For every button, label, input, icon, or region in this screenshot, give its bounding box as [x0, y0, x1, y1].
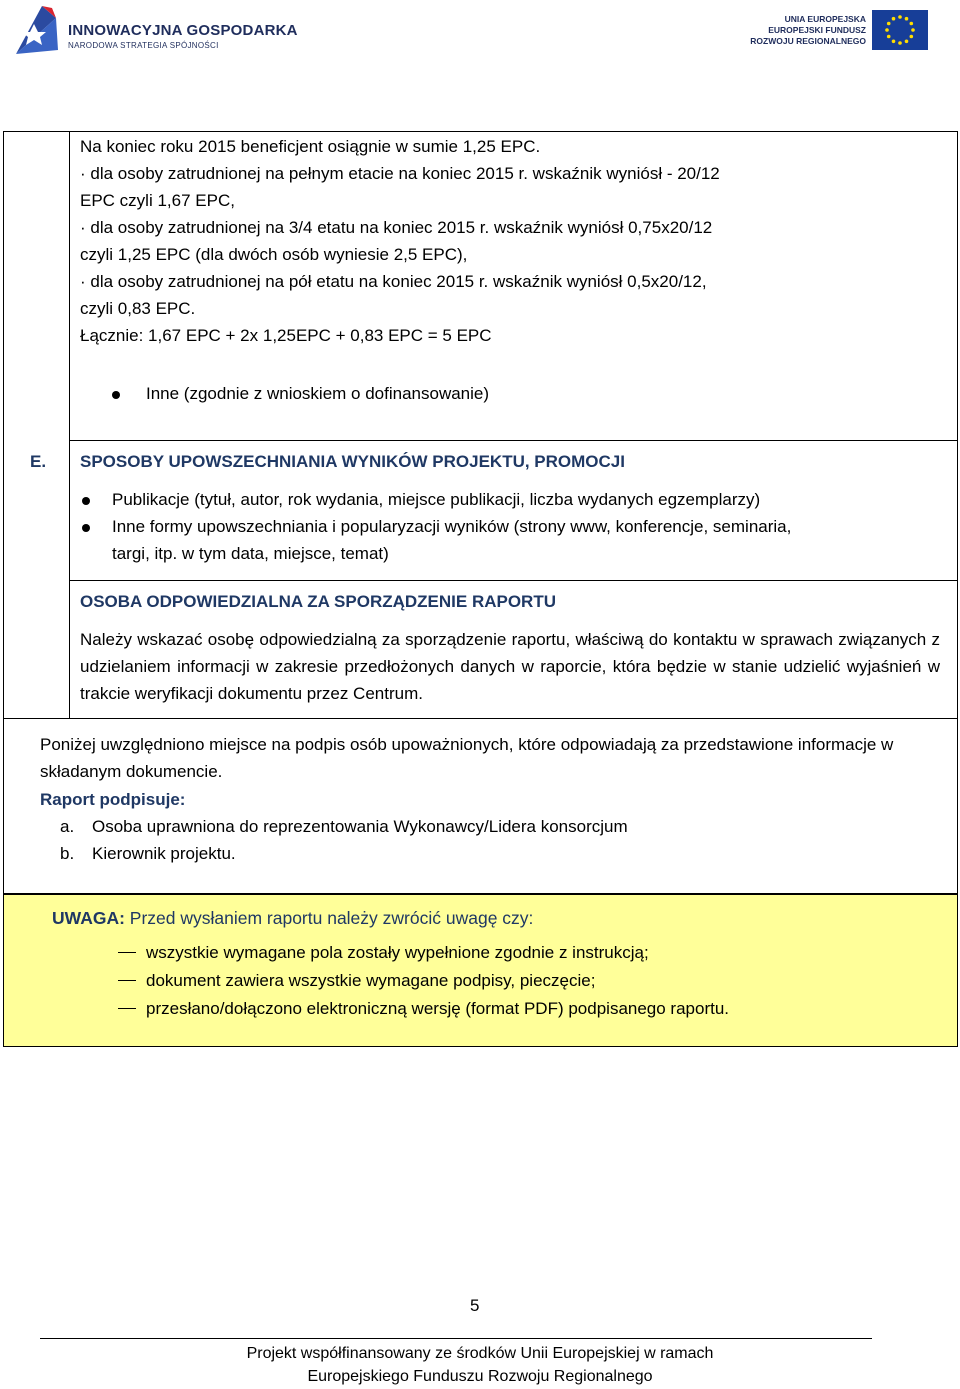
eu-flag-icon	[872, 10, 928, 50]
list-item: przesłano/dołączono elektroniczną wersję (format PDF) podpisanego raportu.	[118, 995, 729, 1023]
signature-intro: Poniżej uwzględniono miejsce na podpis osób upoważnionych, które odpowiadają za przedstawione informacje w składanym dokumencie.	[40, 735, 894, 781]
signature-heading: Raport podpisuje:	[40, 790, 186, 809]
responsible-person-body: Należy wskazać osobę odpowiedzialną za sporządzenie raportu, właściwą do kontaktu w sprawach związanych z udzielaniem informacji w zakresie przedłożonych danych w raporcie, która będzie w stanie udzielić wyjaśnień w trakcie weryfikacji dokumentu przez Centrum.	[80, 630, 940, 703]
responsible-person-title: OSOBA ODPOWIEDZIALNA ZA SPORZĄDZENIE RAPORTU	[80, 592, 556, 611]
list-item: wszystkie wymagane pola zostały wypełnione zgodnie z instrukcją;	[118, 939, 729, 967]
epc-total: Łącznie: 1,67 EPC + 2x 1,25EPC + 0,83 EPC = 5 EPC	[80, 326, 492, 345]
epc-line: · dla osoby zatrudnionej na 3/4 etatu na koniec 2015 r. wskaźnik wyniósł 0,75x20/12	[80, 218, 713, 237]
signatory-list	[60, 813, 628, 867]
warning-label: UWAGA:	[52, 908, 125, 928]
section-d-content	[80, 133, 720, 349]
dash-icon	[118, 952, 136, 953]
list-letter: a.	[60, 817, 75, 836]
ig-logo-subtitle: NARODOWA STRATEGIA SPÓJNOŚCI	[68, 41, 219, 50]
list-item: dokument zawiera wszystkie wymagane podpisy, pieczęcie;	[118, 967, 729, 995]
list-item: b. Kierownik projektu.	[60, 840, 628, 867]
footer-line-2: Europejskiego Funduszu Rozwoju Regionalnego	[307, 1368, 653, 1385]
eu-fund-logo	[752, 8, 928, 52]
list-item: Publikacje (tytuł, autor, rok wydania, miejsce publikacji, liczba wydanych egzemplarzy)	[82, 486, 791, 513]
footer-line-1: Projekt współfinansowany ze środków Unii Europejskiej w ramach	[246, 1345, 714, 1362]
ig-logo-title: INNOWACYJNA GOSPODARKA	[68, 22, 298, 39]
epc-line: Na koniec roku 2015 beneficjent osiągnie w sumie 1,25 EPC.	[80, 137, 541, 156]
list-item: a. Osoba uprawniona do reprezentowania Wykonawcy/Lidera konsorcjum	[60, 813, 628, 840]
other-item-text: Inne (zgodnie z wnioskiem o dofinansowanie)	[146, 384, 490, 403]
other-item	[108, 380, 489, 407]
epc-line: czyli 1,25 EPC (dla dwóch osób wyniesie 2,5 EPC),	[80, 245, 468, 264]
footer-divider	[40, 1338, 872, 1339]
epc-line: czyli 0,83 EPC.	[80, 299, 196, 318]
list-item-continuation: targi, itp. w tym data, miejsce, temat)	[112, 544, 389, 563]
bullet-icon	[82, 524, 90, 532]
epc-line: · dla osoby zatrudnionej na pełnym etacie na koniec 2015 r. wskaźnik wyniósł - 20/12	[80, 164, 720, 183]
eu-logo-text: UNIA EUROPEJSKA EUROPEJSKI FUNDUSZ ROZWOJU REGIONALNEGO	[750, 14, 866, 46]
page-number: 5	[470, 1296, 480, 1315]
list-letter: b.	[60, 844, 75, 863]
epc-line: · dla osoby zatrudnionej na pół etatu na koniec 2015 r. wskaźnik wyniósł 0,5x20/12,	[80, 272, 707, 291]
warning-checklist	[118, 939, 729, 1023]
row-divider	[69, 580, 957, 581]
section-letter: E.	[30, 452, 47, 471]
dash-icon	[118, 980, 136, 981]
bullet-icon	[112, 391, 120, 399]
epc-line: EPC czyli 1,67 EPC,	[80, 191, 235, 210]
row-divider	[69, 440, 957, 441]
column-divider	[69, 132, 70, 718]
warning-title: UWAGA: Przed wysłaniem raportu należy zwrócić uwagę czy:	[52, 908, 534, 928]
section-title: SPOSOBY UPOWSZECHNIANIA WYNIKÓW PROJEKTU, PROMOCJI	[80, 452, 625, 471]
dash-icon	[118, 1008, 136, 1009]
innowacyjna-gospodarka-logo	[12, 4, 298, 56]
dissemination-list	[82, 486, 791, 567]
list-item: Inne formy upowszechniania i popularyzacji wyników (strony www, konferencje, seminaria,	[82, 513, 791, 540]
bullet-icon	[82, 497, 90, 505]
ig-logo-icon	[12, 4, 60, 56]
